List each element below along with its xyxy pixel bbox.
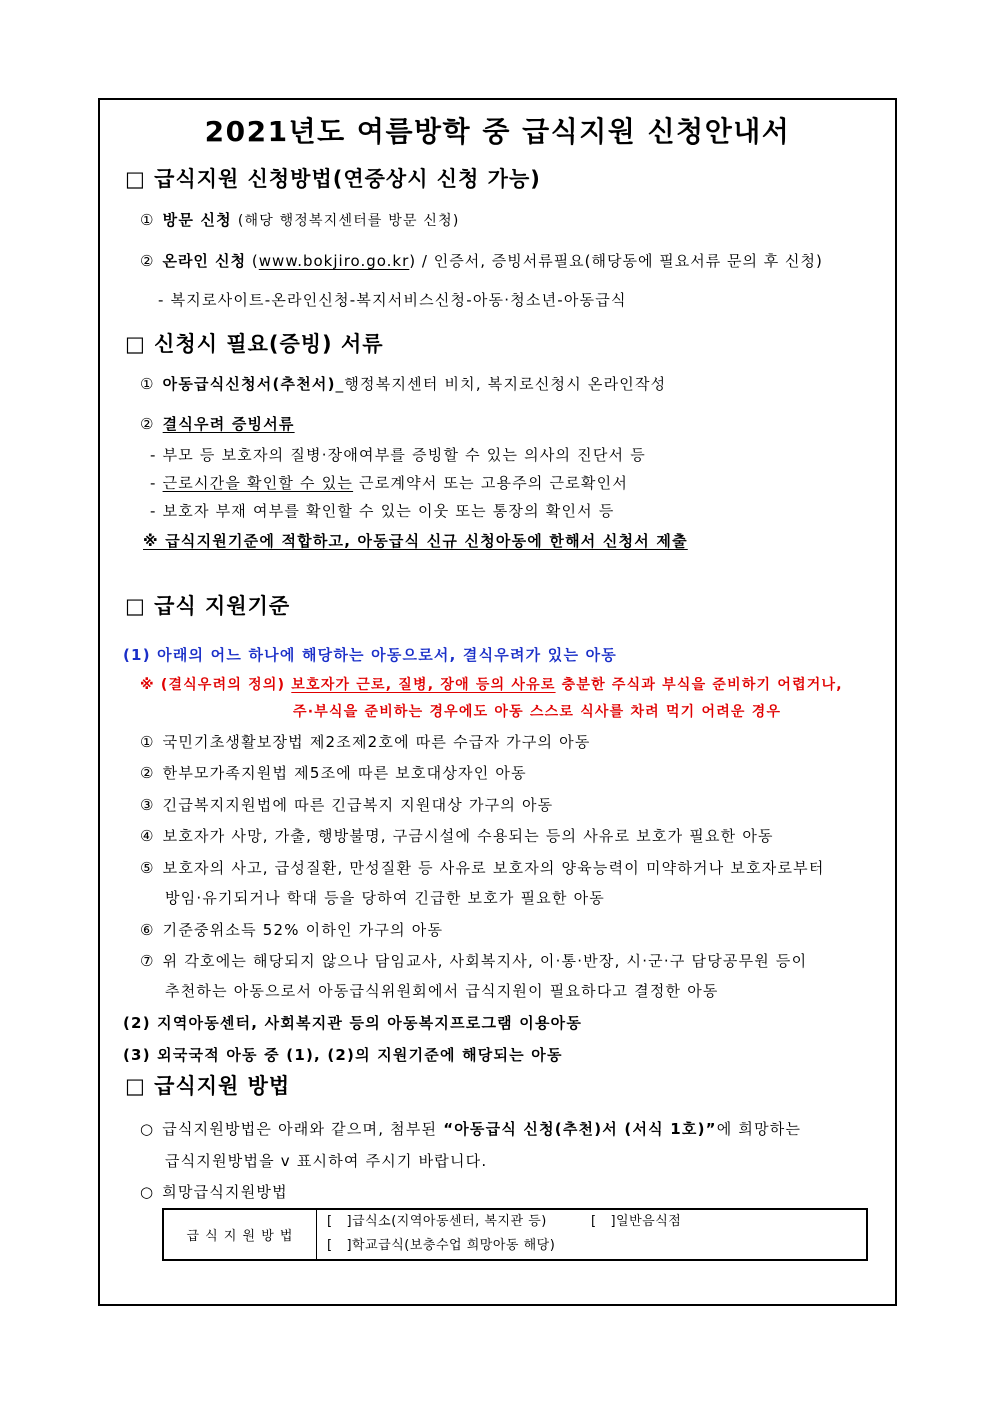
definition-rest: 충분한 주식과 부식을 준비하기 어렵거나, [555,677,843,693]
criterion-3: (3) 외국국적 아동 중 (1), (2)의 지원기준에 해당되는 아동 [123,1046,563,1064]
eligibility-item-continuation: 방임·유기되거나 학대 등을 당하여 긴급한 보호가 필요한 아동 [165,889,605,907]
section-heading-eligibility: □ 급식 지원기준 [125,594,291,618]
eligibility-item [140,822,774,850]
section-heading-support-method: □ 급식지원 방법 [125,1074,291,1098]
definition-line-1 [140,671,843,699]
item-number: ⑥ [140,921,155,939]
proof-item-dash: - [150,474,157,492]
item-number: ③ [140,796,155,814]
support-method-intro-text-2: 에 희망하는 [716,1120,802,1138]
item-number: ⑦ [140,952,155,970]
circle-bullet-icon: ○ [140,1120,155,1138]
preferred-method-line [140,1178,288,1206]
online-open-paren: ( [251,252,259,270]
online-label: 온라인 신청 [162,252,247,270]
eligibility-item-text: 긴급복지지원법에 따른 긴급복지 지원대상 가구의 아동 [162,796,554,814]
application-form-label: 아동급식신청서(추천서) [162,375,336,393]
support-method-table [162,1208,868,1261]
item-number: ② [140,252,155,270]
item-number: ② [140,764,155,782]
support-method-intro-continuation: 급식지원방법을 v 표시하여 주시기 바랍니다. [165,1152,488,1170]
proof-item-work-rest: 근로계약서 또는 고용주의 근로확인서 [353,474,629,492]
document-title: 2021년도 여름방학 중 급식지원 신청안내서 [204,115,791,148]
item-number: ① [140,211,155,229]
proof-documents-line [140,410,295,438]
eligibility-item-text: 보호자의 사고, 급성질환, 만성질환 등 사유로 보호자의 양육능력이 미약하거나 보호자로부터 [162,859,825,877]
eligibility-item-text: 위 각호에는 해당되지 않으나 담임교사, 사회복지사, 이·통·반장, 시·군·구 담당공무원 등이 [162,952,808,970]
item-number: ④ [140,827,155,845]
preferred-method-label: 희망급식지원방법 [162,1183,288,1201]
application-form-line [140,370,666,398]
online-application-line [140,247,823,275]
bokjiro-link[interactable]: www.bokjiro.go.kr [258,252,410,270]
proof-item-absence: - 보호자 부재 여부를 확인할 수 있는 이웃 또는 통장의 확인서 등 [150,502,615,520]
criterion-2: (2) 지역아동센터, 사회복지관 등의 아동복지프로그램 이용아동 [123,1014,583,1032]
circle-bullet-icon: ○ [140,1183,155,1201]
eligibility-item [140,916,443,944]
definition-underlined: 보호자가 근로, 질병, 장애 등의 사유로 [291,677,556,693]
eligibility-item [140,947,807,975]
proof-item-work [150,469,628,497]
eligibility-item-text: 국민기초생활보장법 제2조제2호에 따른 수급자 가구의 아동 [162,733,591,751]
section-heading-application-method: □ 급식지원 신청방법(연중상시 신청 가능) [125,167,541,191]
form-name: “아동급식 신청(추천)서 (서식 1호)” [443,1120,717,1138]
eligibility-item [140,791,553,819]
definition-line-2: 주·부식을 준비하는 경우에도 아동 스스로 식사를 차려 먹기 어려운 경우 [293,704,782,720]
online-menu-path: - 복지로사이트-온라인신청-복지서비스신청-아동·청소년-아동급식 [158,291,627,309]
support-method-intro-text: 급식지원방법은 아래와 같으며, 첨부된 [162,1120,444,1138]
option-meal-center: [ ]급식소(지역아동센터, 복지관 등) [327,1214,547,1229]
item-number: ② [140,415,155,433]
eligibility-item-text: 기준중위소득 52% 이하인 가구의 아동 [162,921,444,939]
item-number: ① [140,733,155,751]
eligibility-item [140,854,825,882]
proof-documents-label: 결식우려 증빙서류 [162,415,295,433]
eligibility-item [140,759,527,787]
eligibility-item [140,728,591,756]
support-method-table-label: 급 식 지 원 방 법 [164,1210,317,1259]
section-heading-required-documents: □ 신청시 필요(증빙) 서류 [125,332,384,356]
proof-item-work-underlined: 근로시간을 확인할 수 있는 [162,474,354,492]
online-detail: ) / 인증서, 증빙서류필요(해당동에 필요서류 문의 후 신청) [409,252,823,270]
item-number: ⑤ [140,859,155,877]
eligibility-item-continuation: 추천하는 아동으로서 아동급식위원회에서 급식지원이 필요하다고 결정한 아동 [165,982,719,1000]
option-school-meal: [ ]학교급식(보충수업 희망아동 해당) [327,1238,556,1253]
application-form-detail: _행정복지센터 비치, 복지로신청시 온라인작성 [335,375,667,393]
criterion-1: (1) 아래의 어느 하나에 해당하는 아동으로서, 결식우려가 있는 아동 [123,646,617,664]
item-number: ① [140,375,155,393]
new-applicant-note: ※ 급식지원기준에 적합하고, 아동급식 신규 신청아동에 한해서 신청서 제출 [143,532,688,550]
visit-application-line [140,206,460,234]
eligibility-item-text: 한부모가족지원법 제5조에 따른 보호대상자인 아동 [162,764,527,782]
support-method-intro [140,1115,801,1143]
eligibility-item-text: 보호자가 사망, 가출, 행방불명, 구금시설에 수용되는 등의 사유로 보호가 필요한 아동 [162,827,774,845]
definition-prefix: ※ (결식우려의 정의) [140,677,292,693]
option-restaurant: [ ]일반음식점 [591,1214,682,1229]
visit-label: 방문 신청 [162,211,232,229]
proof-item-medical: - 부모 등 보호자의 질병·장애여부를 증빙할 수 있는 의사의 진단서 등 [150,446,646,464]
visit-detail: (해당 행정복지센터를 방문 신청) [237,213,460,229]
